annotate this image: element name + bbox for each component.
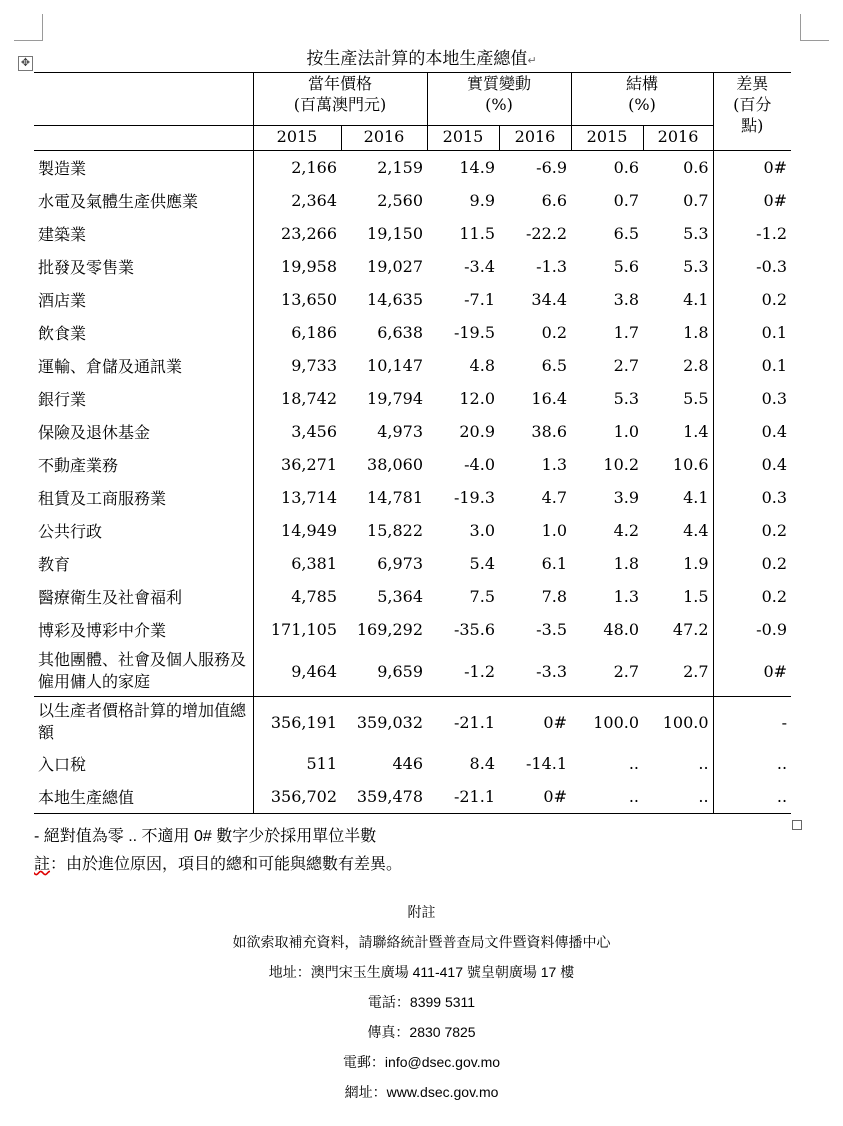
cell-value: 48.0 [603,620,640,639]
cell-value: - [713,697,791,748]
cell-value: 5.3 [613,389,640,408]
cell-value: -3.4 [464,257,495,276]
cell-value: 15,822 [367,521,423,540]
cell-value: 0# [713,184,791,217]
header-structure: 結構 (%) [571,73,713,126]
cell-value: -7.1 [464,290,495,309]
gdp-table [34,72,791,814]
row-label: 公共行政 [38,522,103,541]
cell-value: 19,027 [367,257,423,276]
row-label: 博彩及博彩中介業 [38,621,167,640]
cell-value: 0.7 [683,191,709,210]
cell-value: 1.7 [613,323,640,342]
cell-value: -21.1 [427,780,499,814]
cell-value: 9,733 [253,349,341,382]
cell-value: -22.2 [525,224,568,243]
footnote-text: ：由於進位原因，項目的總和可能與總數有差異。 [50,856,403,873]
table-row [34,217,791,250]
cell-value: 4.1 [683,488,709,507]
cell-value: 0# [499,697,571,748]
cell-value: 0.2 [713,547,791,580]
cell-value: 5.4 [469,554,495,573]
cell-value: -1.2 [713,217,791,250]
cell-value: 4.2 [613,521,640,540]
footer-contact-line: 如欲索取補充資料，請聯絡統計暨普查局文件暨資料傳播中心 [232,934,611,950]
cell-value: 38,060 [367,455,423,474]
row-label: 保險及退休基金 [38,423,151,442]
footer-email[interactable]: 電郵：info@dsec.gov.mo [342,1054,501,1070]
table-body [34,151,791,697]
table-row [34,613,791,646]
cell-value: 5.5 [683,389,709,408]
cell-value: -14.1 [525,754,568,773]
cell-value: -35.6 [453,620,495,639]
cell-value: -19.5 [453,323,495,342]
legend: - 絕對值為零 .. 不適用 0# 數字少於採用單位半數 [34,828,377,845]
cell-value: 8.4 [469,754,495,773]
year-header: 2016 [499,126,571,151]
header-real-change: 實質變動 (%) [427,73,571,126]
footnote-prefix: 註 [34,856,51,873]
year-header: 2015 [571,126,643,151]
cell-value: 4.1 [683,290,709,309]
cell-value: 14,781 [367,488,423,507]
row-label: 租賃及工商服務業 [38,489,167,508]
cell-value: 359,032 [341,697,427,748]
cell-value: 1.3 [541,455,568,474]
cell-value: 0.1 [713,316,791,349]
cell-value: .. [571,780,643,814]
cell-value: 4.8 [469,356,495,375]
row-label: 製造業 [38,159,87,178]
table-row [34,780,791,814]
row-label: 醫療衛生及社會福利 [38,588,183,607]
cell-value: 5.6 [613,257,640,276]
cell-value: -3.5 [536,620,568,639]
cell-value: 3.8 [613,290,640,309]
cell-value: 1.0 [613,422,640,441]
table-row [34,184,791,217]
footer-website[interactable]: 網址：www.dsec.gov.mo [344,1084,499,1100]
cell-value: 5.3 [683,224,709,243]
table-row [34,646,791,697]
cell-value: 13,714 [253,481,341,514]
cell-value: .. [698,754,709,773]
table-row [34,448,791,481]
cell-value: 1.0 [541,521,568,540]
cell-value: 6,638 [377,323,423,342]
table-row [34,349,791,382]
table-totals [34,697,791,814]
header-current-prices: 當年價格 (百萬澳門元) [253,73,427,126]
cell-value: -6.9 [536,158,568,177]
cell-value: 0.7 [613,191,640,210]
cell-value: 47.2 [672,620,709,639]
cell-value: -4.0 [464,455,495,474]
cell-value: 9,464 [253,646,341,697]
cell-value: 100.0 [643,697,713,748]
cell-value: 10.6 [672,455,709,474]
cell-value: 4.7 [541,488,568,507]
cell-value: 0.2 [713,514,791,547]
cell-value: 14.9 [459,158,495,177]
cell-value: 6.5 [541,356,568,375]
cell-value: 511 [253,747,341,780]
row-label: 批發及零售業 [38,258,135,277]
cell-value: 2,159 [377,158,423,177]
footer-phone: 電話：8399 5311 [367,994,476,1010]
row-label: 建築業 [38,225,87,244]
table-row [34,316,791,349]
cell-value: 14,949 [253,514,341,547]
header-row-years [34,126,791,151]
cell-value: 1.9 [683,554,709,573]
footer-address: 地址：澳門宋玉生廣場 411-417 號皇朝廣場 17 樓 [268,964,575,980]
cell-value: 446 [392,754,423,773]
row-label: 水電及氣體生產供應業 [38,192,199,211]
page-corner-mark-top-right [800,14,829,41]
cell-value: 0.2 [541,323,568,342]
cell-value: 3.9 [613,488,640,507]
year-header: 2016 [643,126,713,151]
table-title-text: 按生產法計算的本地生產總值 [306,49,528,69]
table-row [34,151,791,185]
cell-value: 18,742 [253,382,341,415]
cell-value: 1.5 [683,587,709,606]
cell-value: -0.9 [713,613,791,646]
table-row [34,547,791,580]
cell-value: .. [713,747,791,780]
cell-value: 2.7 [683,661,709,681]
row-label: 運輸、倉儲及通訊業 [38,357,183,376]
cell-value: 6,973 [377,554,423,573]
cell-value: 359,478 [341,780,427,814]
cell-value: 11.5 [459,224,495,243]
cell-value: 0.2 [713,580,791,613]
row-label: 不動產業務 [38,456,119,475]
cell-value: 19,150 [367,224,423,243]
cell-value: 169,292 [356,620,423,639]
cell-value: 13,650 [253,283,341,316]
cell-value: 0.1 [713,349,791,382]
cell-value: 36,271 [253,448,341,481]
cell-value: 2.7 [613,356,640,375]
cell-value: -1.3 [536,257,568,276]
cell-value: 0.6 [613,158,640,177]
cell-value: -21.1 [427,697,499,748]
cell-value: .. [713,780,791,814]
table-row [34,415,791,448]
cell-value: 2.8 [683,356,709,375]
footer-fax: 傳真：2830 7825 [367,1024,476,1040]
cell-value: -19.3 [453,488,495,507]
cell-value: 3,456 [253,415,341,448]
cell-value: 1.8 [613,554,640,573]
cell-value: 100.0 [571,697,643,748]
cell-value: 2,166 [253,151,341,185]
table-title [0,48,843,72]
cell-value: 0# [713,151,791,185]
cell-value: 1.4 [683,422,709,441]
row-label: 教育 [38,555,71,574]
cell-value: .. [643,780,713,814]
year-header: 2015 [427,126,499,151]
cell-value: 0.3 [713,382,791,415]
cell-value: 12.0 [459,389,495,408]
cell-value: 0.3 [713,481,791,514]
cell-value: 4,973 [377,422,423,441]
cell-value: 2,560 [377,191,423,210]
table-row [34,481,791,514]
cell-value: 5.3 [683,257,709,276]
cell-value: 6,381 [253,547,341,580]
table-row [34,382,791,415]
cell-value: 6.6 [541,191,568,210]
table-row [34,250,791,283]
table-row [34,580,791,613]
cell-value: 23,266 [253,217,341,250]
header-blank-cell [34,73,253,126]
cell-value: 0# [499,780,571,814]
cell-value: .. [628,754,640,773]
row-label: 酒店業 [38,291,87,310]
table-resize-handle[interactable] [792,820,802,830]
cell-value: 1.3 [613,587,640,606]
cell-value: 0.6 [683,158,709,177]
cell-value: 20.9 [459,422,495,441]
cell-value: 3.0 [469,521,495,540]
cell-value: 4,785 [253,580,341,613]
year-header: 2015 [253,126,341,151]
cell-value: 19,958 [253,250,341,283]
row-label: 入口稅 [38,755,87,774]
cell-value: 6.5 [613,224,640,243]
table-move-handle-icon[interactable]: ✥ [18,56,33,71]
cell-value: 38.6 [531,422,568,441]
cell-value: 0.4 [713,415,791,448]
row-label: 本地生產總值 [34,780,253,814]
cell-value: 34.4 [531,290,568,309]
header-difference: 差異 (百分 點) [713,73,791,151]
cell-value: 10,147 [367,356,423,375]
cell-value: 7.8 [541,587,568,606]
table-row [34,514,791,547]
cell-value: 16.4 [531,389,568,408]
cell-value: 0.2 [713,283,791,316]
cell-value: 4.4 [683,521,709,540]
row-label: 銀行業 [38,390,87,409]
cell-value: 356,191 [253,697,341,748]
table-row [34,283,791,316]
footer-heading: 附註 [407,904,436,920]
table-row [34,697,791,748]
cell-value: 0.4 [713,448,791,481]
table-row [34,747,791,780]
cell-value: 2.7 [613,661,640,681]
cell-value: 14,635 [367,290,423,309]
page-corner-mark-top-left [14,14,43,41]
cell-value: 5,364 [377,587,423,606]
cell-value: 19,794 [367,389,423,408]
cell-value: 356,702 [253,780,341,814]
cell-value: 6,186 [253,316,341,349]
header-blank-cell-2 [34,126,253,151]
row-label: 以生產者價格計算的增加值總額 [34,697,253,748]
paragraph-mark-icon [527,54,536,67]
year-header: 2016 [341,126,427,151]
row-label: 飲食業 [38,324,87,343]
cell-value: 2,364 [253,184,341,217]
cell-value: 9.9 [469,191,495,210]
cell-value: 7.5 [469,587,495,606]
cell-value: 1.8 [683,323,709,342]
cell-value: -0.3 [713,250,791,283]
cell-value: 10.2 [603,455,640,474]
row-label: 其他團體、社會及個人服務及僱用傭人的家庭 [38,650,247,691]
cell-value: -1.2 [464,661,495,681]
cell-value: 171,105 [253,613,341,646]
cell-value: -3.3 [536,661,568,681]
cell-value: 9,659 [377,661,423,681]
footnote [34,854,402,876]
cell-value: 0# [713,646,791,697]
cell-value: 6.1 [541,554,568,573]
header-row-groups [34,73,791,126]
